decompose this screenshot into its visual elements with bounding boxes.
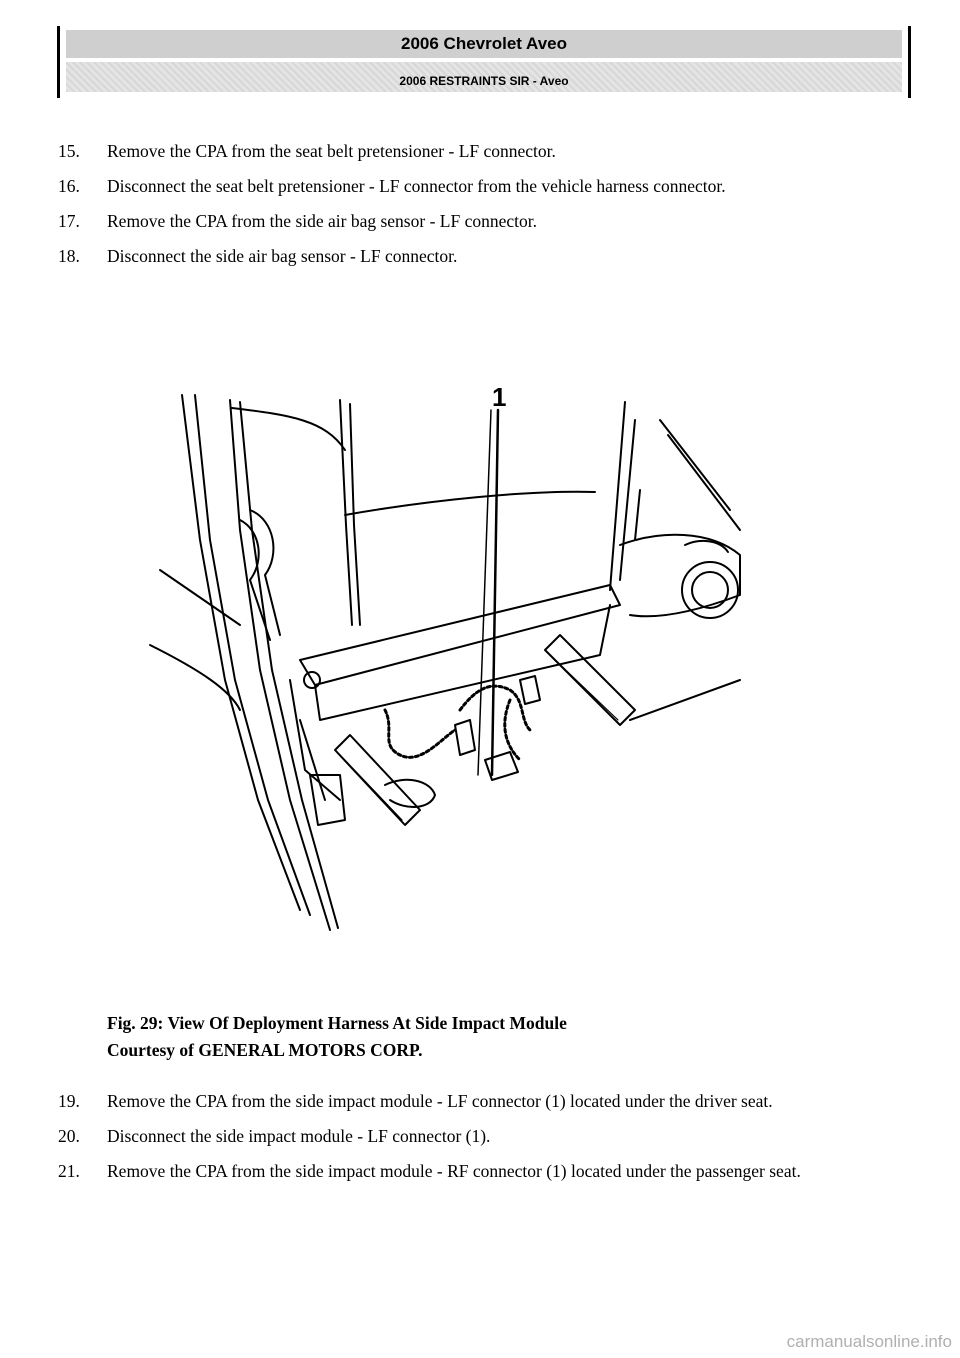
step-number: 17. <box>58 211 80 231</box>
step-number: 15. <box>58 141 80 161</box>
step-item <box>58 1123 868 1150</box>
step-number: 18. <box>58 246 80 266</box>
step-item <box>58 208 868 235</box>
step-item <box>58 138 868 165</box>
step-text: Remove the CPA from the side air bag sensor - LF connector. <box>107 211 537 231</box>
watermark-text: carmanualsonline.info <box>786 1332 952 1351</box>
step-text: Disconnect the side air bag sensor - LF connector. <box>107 246 458 266</box>
page-header <box>57 26 911 98</box>
callout-number-1: 1 <box>492 382 507 412</box>
step-list-before <box>58 138 868 278</box>
figure-deployment-harness <box>140 380 760 940</box>
figure-caption-title: Fig. 29: View Of Deployment Harness At Side Impact Module <box>107 1013 567 1033</box>
step-text: Disconnect the seat belt pretensioner - LF connector from the vehicle harness connector. <box>107 176 726 196</box>
seat-harness-illustration <box>140 380 760 940</box>
step-item <box>58 243 868 270</box>
document-title: 2006 Chevrolet Aveo <box>66 30 902 58</box>
step-number: 16. <box>58 176 80 196</box>
step-item <box>58 173 868 200</box>
step-text: Disconnect the side impact module - LF connector (1). <box>107 1126 491 1146</box>
step-item <box>58 1158 868 1185</box>
step-text: Remove the CPA from the side impact module - LF connector (1) located under the driver seat. <box>107 1091 773 1111</box>
step-list-after <box>58 1088 868 1193</box>
step-item <box>58 1088 868 1115</box>
step-number: 19. <box>58 1091 80 1111</box>
step-number: 20. <box>58 1126 80 1146</box>
figure-caption-courtesy: Courtesy of GENERAL MOTORS CORP. <box>107 1040 423 1060</box>
document-subtitle: 2006 RESTRAINTS SIR - Aveo <box>66 62 902 92</box>
figure-caption <box>107 1010 867 1064</box>
step-text: Remove the CPA from the seat belt pretensioner - LF connector. <box>107 141 556 161</box>
step-number: 21. <box>58 1161 80 1181</box>
step-text: Remove the CPA from the side impact module - RF connector (1) located under the passenger seat. <box>107 1161 801 1181</box>
